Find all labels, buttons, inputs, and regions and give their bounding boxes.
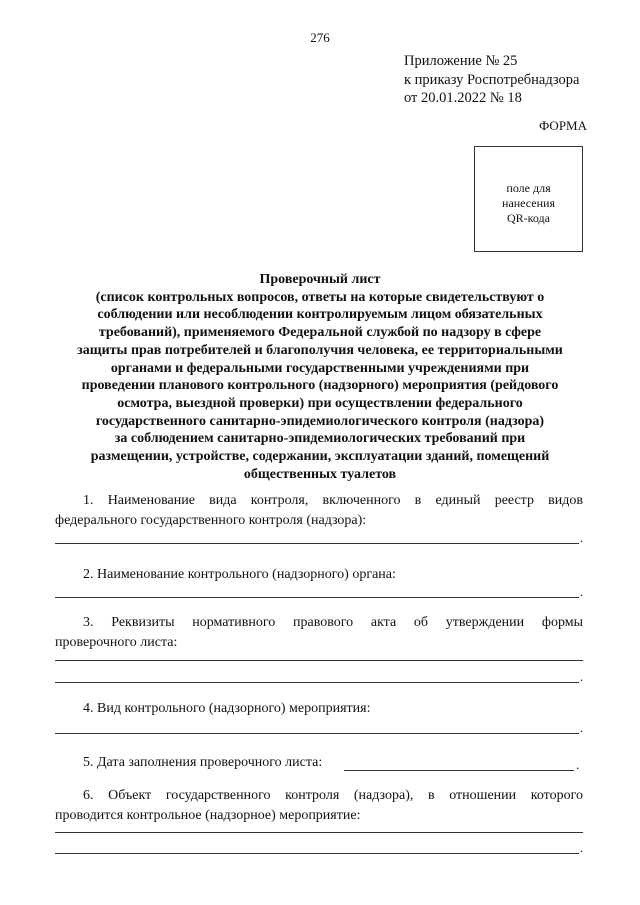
title-line: соблюдении или несоблюдении контролируемым лицом обязательных xyxy=(97,307,543,323)
item-4 xyxy=(55,699,583,719)
title-line: проведении планового контрольного (надзорного) мероприятия (рейдового xyxy=(81,378,559,394)
item-4-fill-line[interactable] xyxy=(55,733,579,734)
item-4-text: 4. Вид контрольного (надзорного) мероприятия: xyxy=(83,701,371,716)
item-1-period: . xyxy=(580,530,584,545)
appendix-order: к приказу Роспотребнадзора xyxy=(404,71,580,88)
item-6-fill-line-2[interactable] xyxy=(55,853,579,854)
title-line: общественных туалетов xyxy=(243,466,397,482)
appendix-reference xyxy=(404,52,579,108)
document-title xyxy=(60,271,580,483)
title-heading: Проверочный лист xyxy=(259,272,381,287)
item-3-text: 3. Реквизиты нормативного правового акта об утверждении формы xyxy=(83,615,583,630)
item-6-text-cont: проводится контрольное (надзорное) мероприятие: xyxy=(55,808,361,823)
item-3-period: . xyxy=(580,669,584,684)
form-label: ФОРМА xyxy=(539,118,587,133)
item-5-text: 5. Дата заполнения проверочного листа: xyxy=(83,755,323,770)
item-6-period: . xyxy=(580,840,584,855)
title-line: (список контрольных вопросов, ответы на которые свидетельствуют о xyxy=(95,289,545,305)
item-1-text: 1. Наименование вида контроля, включенного в единый реестр видов xyxy=(83,493,583,508)
item-2-period: . xyxy=(580,584,584,599)
item-1 xyxy=(55,491,583,531)
item-1-text-cont: федерального государственного контроля (надзора): xyxy=(55,513,367,528)
title-line: требований), применяемого Федеральной службой по надзору в сфере xyxy=(98,325,542,341)
title-line: органами и федеральными государственными учреждениями при xyxy=(110,360,530,376)
item-5-date-fill-line[interactable] xyxy=(344,770,574,771)
appendix-date: от 20.01.2022 № 18 xyxy=(404,90,522,106)
item-3-fill-line-1[interactable] xyxy=(55,660,583,661)
item-5-period: . xyxy=(576,757,580,772)
item-2-fill-line[interactable] xyxy=(55,597,579,598)
title-line: за соблюдением санитарно-эпидемиологических требований при xyxy=(114,431,526,447)
qr-code-field-label: поле для нанесения QR-кода xyxy=(502,181,555,225)
title-line: размещении, устройстве, содержании, эксплуатации зданий, помещений xyxy=(90,449,550,465)
title-line: защиты прав потребителей и благополучия человека, ее территориальными xyxy=(77,342,563,358)
item-4-period: . xyxy=(580,720,584,735)
item-2 xyxy=(55,565,583,585)
title-line: осмотра, выездной проверки) при осуществлении федерального xyxy=(117,395,523,411)
item-6-fill-line-1[interactable] xyxy=(55,832,583,833)
item-6 xyxy=(55,786,583,826)
qr-code-field xyxy=(474,146,583,252)
item-3 xyxy=(55,613,583,653)
appendix-number: Приложение № 25 xyxy=(404,53,518,69)
item-6-text: 6. Объект государственного контроля (надзора), в отношении которого xyxy=(83,788,583,803)
item-1-fill-line[interactable] xyxy=(55,543,579,544)
item-3-fill-line-2[interactable] xyxy=(55,682,579,683)
page-number: 276 xyxy=(310,30,330,45)
item-2-text: 2. Наименование контрольного (надзорного) органа: xyxy=(83,567,396,582)
item-3-text-cont: проверочного листа: xyxy=(55,635,178,650)
title-line: государственного санитарно-эпидемиологического контроля (надзора) xyxy=(95,413,545,429)
